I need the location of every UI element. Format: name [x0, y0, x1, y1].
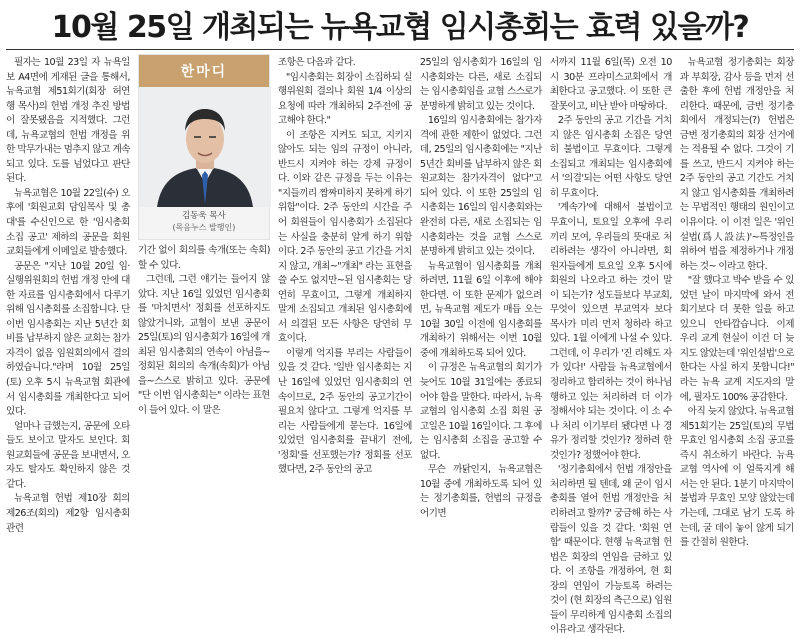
paragraph: 뉴욕교협 정기총회는 회장과 부회장, 감사 등을 먼저 선출한 후에 헌법 개정안을 처리한다. 때문에, 금번 정기총회에서 개정되는(?) 헌법은 금번 정기총회의 회장 선거에는 적용될 수 없다. 그것이 기를 쓰고, 반드시 지켜야 하는 2주 동안의 공고 기간도 거치지 않고 임시총회를 개최하려는 무법적인 행태의 원인이고 이유이다. 이 이전 일은 '위인설법(爲人設法)'~특정인을 위하여 법을 제정하거나 개정하는 것~ 이라고 한다. [679, 57, 794, 272]
paragraph: '정기총회에서 헌법 개정안을 처리하면 될 텐데, 왜 굳이 임시총회를 열어 헌법 개정안을 처리하려고 할까?' 궁금해 하는 사람들이 있을 것 같다. '회원 연합' 때문이다. 현행 뉴욕교협 헌법은 회장의 연임을 금하고 있다. 이 조항을 개정하여, 현 회장의 연임이 가능토록 하려는 것이 (현 회장의 측근으로) 임원들이 무리하게 임시총회 소집의 이유라고 생각된다. [549, 464, 672, 636]
paragraph: 이렇게 억지를 부리는 사람들이 있을 것 같다. '일반 임시총회는 지난 16일에 있었던 임시총회의 연속이므로, 2주 동안의 공고기간이 필요치 않다'고. 그렇게 억지를 부리는 사람들에게 묻는다. 16일에 있었던 임시총회를 끝내기 전에, '정회'를 선포했는가? 정회를 선포했다면, 2주 동안의 공고 [277, 347, 412, 476]
photo-and-text-row [138, 56, 412, 478]
paragraph: 2주 동안의 공고 기간을 거치지 않은 임시총회 소집은 당연히 불법이고 무효이다. 그렇게 소집되고 개최되는 임시총회에서 '의결'되는 어떤 사항도 당연히 무효이다. [549, 115, 672, 199]
paragraph: 뉴욕교협은 10월 22일(수) 오후에 '회원교회 담임목사 및 총대'를 수신인으로 한 '임시총회 소집 공고' 제하의 공문을 회원교회들에게 이메일로 발송했다. [6, 187, 130, 258]
paragraph: 기간 없이 회의를 속개(또는 속회)할 수 있다. [137, 245, 270, 271]
paragraph: 16일의 임시총회에는 참가자격에 관한 제한이 없었다. 그런데, 25일의 임시총회에는 "지난 5년간 회비를 납부하지 않은 회원교회는 참가자격이 없다"고 되어 있다. 이 또한 25일의 임시총회는 16일의 임시총회와는 완전히 다른, 새로 소집되는 임시총회라는 것을 교협 스스로 분명하게 밝히고 있는 것이다. [419, 115, 542, 258]
paragraph: 그런데, 그런 얘기는 들어지 않았다. 지난 16일 있었던 임시총회를 '마치면서' 정회를 선포하지도 않았거니와, 교협이 보낸 공문이 25일(토)의 임시총회가 16일에 개최된 임시총회의 연속이 아님을~정회된 회의의 속개(속회)가 아님을~스스로 밝히고 있다. 공문에 "단 이번 임시총회는" 이라는 표현이 들어 있다. 이 말은 [137, 274, 270, 417]
paragraph: 서까지 11월 6일(목) 오전 10시 30분 프라미스교회에서 개최한다고 공고했다. 이 또한 큰 잘못이고, 비난 받아 마땅하다. [549, 57, 672, 112]
paragraph: 25일의 임시총회가 16일의 임시총회와는 다른, 새로 소집되는 임시총회임을 교협 스스로가 분명하게 밝히고 있는 것이다. [419, 57, 542, 112]
author-portrait [139, 87, 271, 207]
text-under-photo [138, 244, 270, 419]
paragraph: 공문은 "지난 10월 20일 임·실행위원회의 헌법 개정 안에 대한 자료를 임시총회에서 다루기 위해 임시총회를 소집합니다. 단 이번 임시총회는 지난 5년간 회비를 납부하지 않은 교회는 참가 자격이 없음 임원회의에서 결의하였습니다."라며 10월 25일(토) 오후 5시 뉴욕교협 회관에서 임시총회를 개최한다고 되어 있다. [6, 260, 130, 418]
paragraph: 얼마나 급했는지, 공문에 오타들도 보이고 말자도 보인다. 회원교회들에 공문을 보내면서, 오자도 탈자도 확인하지 않은 것 같다. [6, 420, 130, 490]
text-column-2 [278, 56, 412, 478]
paragraph: 뉴욕교협 헌법 제10장 회의 제26조(회의) 제2항 임시총회 관련 [6, 493, 130, 534]
paragraph: 뉴욕교협이 임시총회를 개최하려면, 11월 6일 이후에 해야 한다면. 이 또한 문제가 없으려면, 뉴욕교협 제도가 매듭 오는 10월 30일 이전에 임시총회를 개최하기 위해서는 이번 10월 중에 개최하도록 되어 있다. [419, 260, 542, 359]
text-column-4 [549, 56, 672, 636]
text-column-3 [419, 56, 542, 519]
paragraph: 이 조항은 지켜도 되고, 지키지 않아도 되는 임의 규정이 아니라, 반드시 지켜야 하는 강제 규정이다. 이와 같은 규정을 두는 이유는 "지들끼리 짬짜미하지 못하게 하기 위함"이다. 2주 동안의 시간을 주어 회원들이 임시총회가 소집된다는 사실을 충분히 알게 하기 위함이다. 2주 동안의 공고 기간을 거치지 않고, 개최~"개최" 라는 표현을 쓸 수도 없지만~된 임시총회는 당연히 무효이고, 그렇게 개최하지 말게 소집되고 개최된 임시총회에서 의결된 모든 사항은 당연히 무효이다. [277, 129, 412, 345]
paragraph: 조항은 다음과 같다. [277, 57, 356, 68]
photo-column [138, 56, 270, 478]
column-label: 한마디 [180, 64, 228, 80]
text-column-5 [679, 56, 794, 549]
text-column-1 [6, 56, 130, 534]
paragraph: "잘 했다고 박수 받을 수 있었던 날이 마지막에 와서 전 회기보다 더 못한 일을 하고 있으니 안타깝습니다. 이제 우리 교계 현실이 이건 더 늦지도 않았는데 '위인설법'으로 한다는 사실 하지 못합니다!" 라는 뉴욕 교계 지도자의 말에, 필자도 100% 공감한다. [679, 275, 794, 403]
author-name: 김동욱 목사 [182, 211, 226, 221]
paragraph: 이 규정은 뉴욕교협의 회기가 늦어도 10월 31일에는 종료되어야 함을 말한다. 따라서, 뉴욕교협의 임시총회 소집 회원 공고일은 10월 16일이다. 그 후에는 임시총회 소집을 공고할 수 없다. [419, 362, 542, 461]
paragraph: '계속가'에 대해서 불법이고 무효이니, 토요일 오후에 우리끼리 모여, 우리들의 뜻대로 처리하려는 생각이 아니라면, 회원자들에게 토요일 오후 5시에 회원의 나오라고 하는 것이 말이 되는가? 성도들보다 부교회, 무엇이 있으면 부교역자 보다 목사가 미리 먼저 청하라 하고 있다. 1월 이에게 나설 수 있다. 그런데, 이 우리가 '진 리해도 자가 있다!' 사람들 뉴욕교협에서 정리하고 합리하는 것이 하나님 행하고 있는 처리하려 더 이가 정해서야 되는 것이다. 이 소 수 나 처리 이기부터 됐다면 나 경유가 정리할 것인가? 정하려 한 것인가? 정했어야 한다. [549, 202, 672, 461]
photo-column-group [137, 56, 412, 476]
columnist-photo-box [138, 54, 270, 240]
author-affiliation: (목음누스 발행인) [172, 223, 236, 232]
paragraph: 아직 늦지 않았다. 뉴욕교협 제51회기는 25일(토)의 무법 무효인 임시총회 소집 공고를 즉시 취소하기 바란다. 뉴욕교협 역사에 이 얼룩지게 해서는 안 된다. 1분기 마지막이 불법과 무효인 모양 않았는데 가는데, 그대로 남기 도록 하는데, 굴 데이 놓이 않게 되기 를 간절히 원한다. [679, 406, 794, 549]
paragraph: "임시총회는 회장이 소집하되 실행위원회 결의나 회원 1/4 이상의 요청에 따라 개최하되 2주전에 공고해야 한다." [277, 71, 412, 127]
paragraph: 필자는 10월 23일 자 뉴욕일보 A4면에 게재된 글을 통해서, 뉴욕교협 제51회기(회장 허연행 목사)의 헌법 개정 추진 방법이 잘못됐음을 지적했다. 그런데, 뉴욕교협의 헌법 개정을 위한 막무가내는 멈추지 않고 계속되고 있다. 도를 넘었다고 판단된다. [6, 57, 130, 185]
article-headline: 10월 25일 개최되는 뉴욕교협 임시총회는 효력 있을까? [6, 6, 794, 50]
paragraph: 무슨 까닭인지, 뉴욕교협은 10월 중에 개최하도록 되어 있는 정기총회를, 헌법의 규정을 어기면 [419, 464, 542, 519]
article-body [6, 56, 794, 636]
